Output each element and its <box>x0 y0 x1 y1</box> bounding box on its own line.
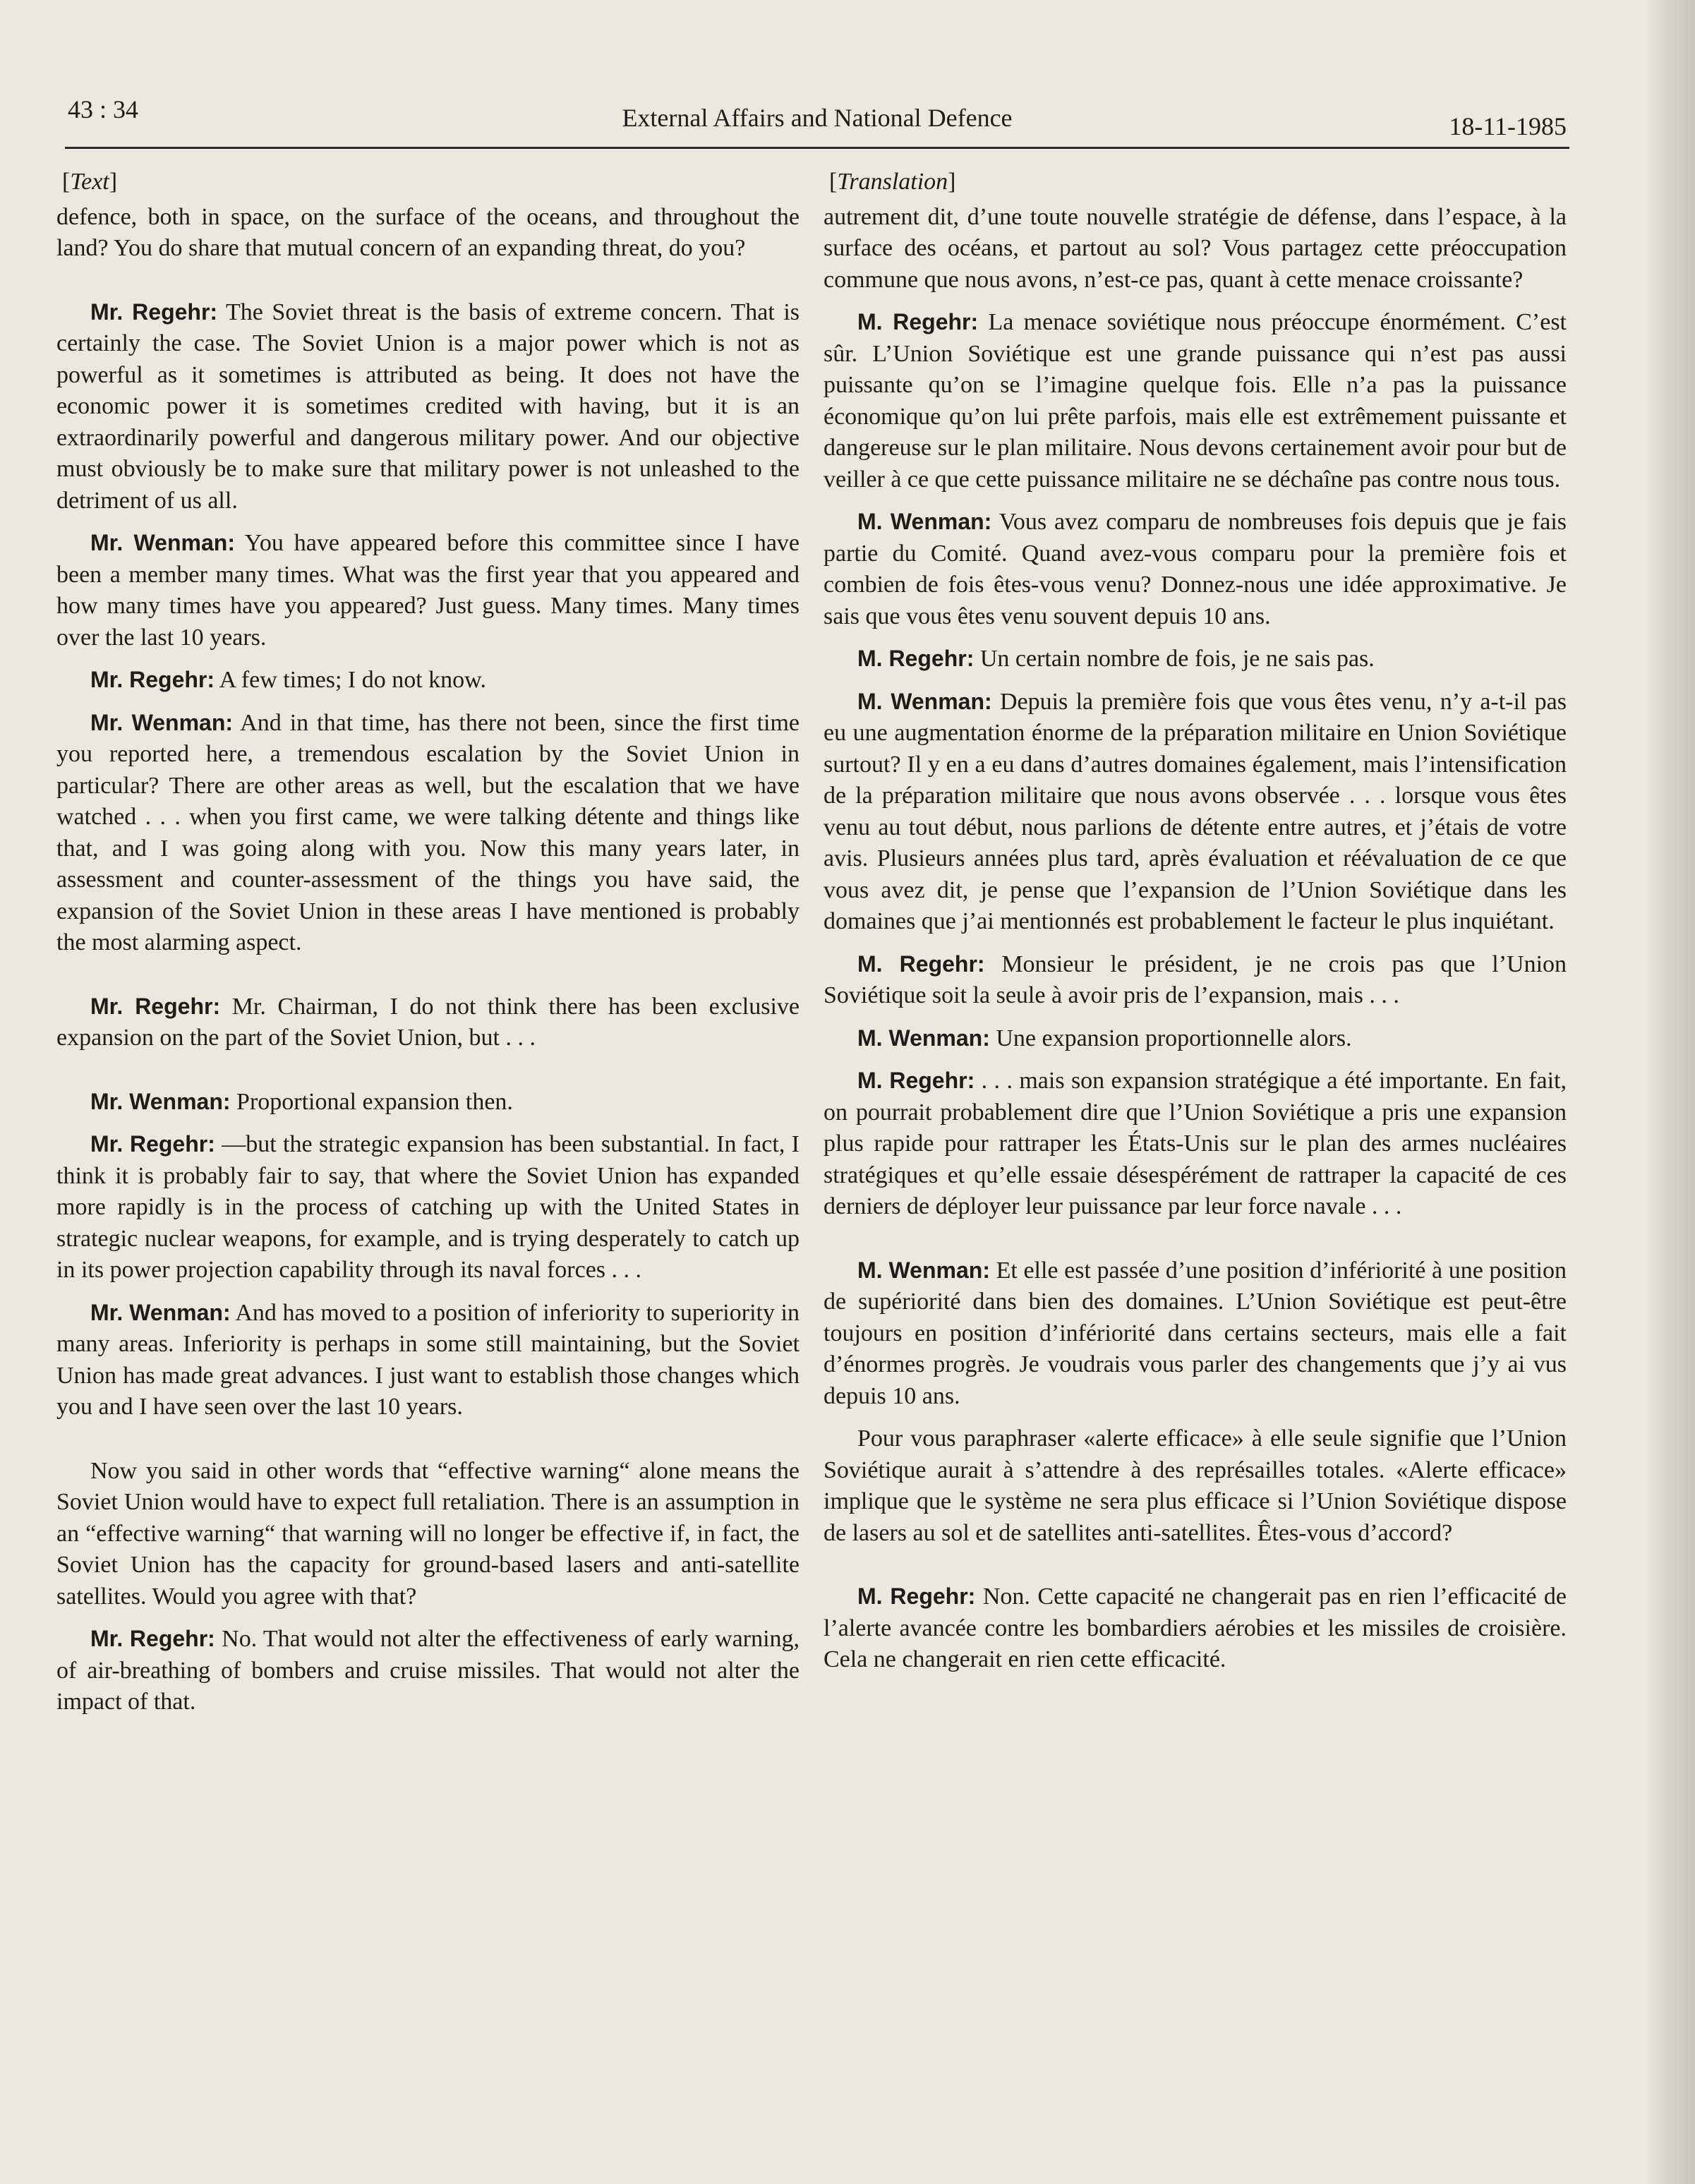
paragraph: M. Regehr: Monsieur le président, je ne crois pas que l’Union Soviétique soit la seule à avoir pris de l’expansion, mais . . . <box>824 951 1567 1008</box>
paragraph: M. Regehr: Un certain nombre de fois, je ne sais pas. <box>857 646 1375 672</box>
paragraph: M. Wenman: Depuis la première fois que vous êtes venu, n’y a-t-il pas eu une augmentation énorme de la préparation militaire en Union Soviétique surtout? Il y en a eu dans d’autres domaines également, mais l’intensification de la préparation militaire que nous avons observée . . . lorsque vous êtes venu au tout début, nous parlions de détente entre autres, et j’étais de votre avis. Plusieurs années plus tard, après évaluation et réévaluation de ce que vous avez dit, je pense que l’expansion de l’Union Soviétique dans les domaines que j’ai mentionnés est probablement le facteur le plus inquiétant. <box>824 688 1567 934</box>
speaker-name: Mr. Wenman: <box>90 1299 231 1325</box>
paragraph: Mr. Wenman: You have appeared before this committee since I have been a member many times. What was the first year that you appeared and how many times have you appeared? Just guess. Many times. Many times over the last 10 years. <box>56 530 800 651</box>
paragraph: Mr. Wenman: And in that time, has there not been, since the first time you reported here, a tremendous escalation by the Soviet Union in particular? There are other areas as well, but the escalation that we have watched . . . when you first came, we were talking détente and things like that, and I was going along with you. Now this many years later, in assessment and counter-assessment of the things you have said, the expansion of the Soviet Union in these areas I have mentioned is probably the most alarming aspect. <box>56 709 800 955</box>
speaker-name: Mr. Regehr: <box>90 1131 215 1157</box>
speaker-name: Mr. Wenman: <box>90 709 234 735</box>
page-gutter-shadow <box>1646 0 1695 2184</box>
running-title: External Affairs and National Defence <box>622 104 1013 132</box>
paragraph: M. Regehr: La menace soviétique nous préoccupe énormément. C’est sûr. L’Union Soviétique est une grande puissance qui n’est pas aussi puissante qu’on se l’imagine quelque fois. Elle n’a pas la puissance économique qu’on lui prête parfois, mais elle est extrêmement puissante et dangereuse sur le plan militaire. Nous devons certainement avoir pour but de veiller à ce que cette puissance militaire ne se déchaîne pas contre nous tous. <box>824 309 1567 493</box>
speaker-name: Mr. Regehr: <box>90 993 221 1019</box>
header-date: 18-11-1985 <box>1449 112 1567 140</box>
page-number: 43 : 34 <box>68 95 139 123</box>
paragraph: Mr. Regehr: —but the strategic expansion has been substantial. In fact, I think it is probably fair to say, that where the Soviet Union has expanded more rapidly is in the process of catching up with the United States in strategic nuclear weapons, for example, and is trying desperately to catch up in its power projection capability through its naval forces . . . <box>56 1131 800 1283</box>
paragraph: Mr. Regehr: Mr. Chairman, I do not think there has been exclusive expansion on the part of the Soviet Union, but . . . <box>56 993 800 1051</box>
paragraph: Pour vous paraphraser «alerte efficace» à elle seule signifie que l’Union Soviétique aurait à s’attendre à des représailles totales. «Alerte efficace» implique que le système ne sera plus efficace si l’Union Soviétique dispose de lasers au sol et de satellites anti-satellites. Êtes-vous d’accord? <box>824 1425 1567 1546</box>
speaker-name: M. Wenman: <box>857 1257 990 1283</box>
paragraph: Now you said in other words that “effective warning“ alone means the Soviet Union would have to expect full retaliation. There is an assumption in an “effective warning“ that warning will no longer be effective if, in fact, the Soviet Union has the capacity for ground-based lasers and anti-satellite satellites. Would you agree with that? <box>56 1457 800 1610</box>
speaker-name: M. Wenman: <box>857 1025 990 1051</box>
paragraph: Mr. Regehr: A few times; I do not know. <box>90 667 487 693</box>
right-column <box>824 164 1567 2041</box>
paragraph: Mr. Regehr: No. That would not alter the effectiveness of early warning, of air-breathing of bombers and cruise missiles. That would not alter the impact of that. <box>56 1626 800 1715</box>
column-label: [Text] <box>62 169 118 195</box>
paragraph: Mr. Regehr: The Soviet threat is the basis of extreme concern. That is certainly the case. The Soviet Union is a major power which is not as powerful as it sometimes is attributed as being. It does not have the economic power it is sometimes credited with having, but it is an extraordinarily powerful and dangerous military power. And our objective must obviously be to make sure that military power is not unleashed to the detriment of us all. <box>56 298 800 514</box>
speaker-name: Mr. Regehr: <box>90 667 215 692</box>
paragraph: autrement dit, d’une toute nouvelle stratégie de défense, dans l’espace, à la surface des océans, et partout au sol? Vous partagez cette préoccupation commune que nous avons, n’est-ce pas, quant à cette menace croissante? <box>824 203 1567 293</box>
speaker-name: Mr. Regehr: <box>90 298 218 325</box>
speaker-name: Mr. Wenman: <box>90 530 235 555</box>
speaker-name: M. Wenman: <box>857 509 992 534</box>
speaker-name: M. Regehr: <box>857 1068 975 1093</box>
paragraph: Mr. Wenman: And has moved to a position of inferiority to superiority in many areas. Inferiority is perhaps in some still maintaining, but the Soviet Union has made great advances. I just want to establish those changes which you and I have seen over the last 10 years. <box>56 1299 800 1420</box>
speaker-name: M. Regehr: <box>857 309 979 334</box>
paragraph: M. Regehr: . . . mais son expansion stratégique a été importante. En fait, on pourrait probablement dire que l’Union Soviétique a pris une expansion plus rapide pour rattraper les États-Unis sur le plan des armes nucléaires stratégiques et qu’elle essaie désespérément de rattraper la capacité de ces derniers de déployer leur puissance par leur force navale . . . <box>824 1068 1567 1219</box>
speaker-name: M. Regehr: <box>857 646 975 671</box>
paragraph: M. Wenman: Vous avez comparu de nombreuses fois depuis que je fais partie du Comité. Quand avez-vous comparu pour la première fois et combien de fois êtes-vous venu? Donnez-nous une idée approximative. Je sais que vous êtes venu souvent depuis 10 ans. <box>824 509 1567 629</box>
column-label: [Translation] <box>829 169 956 195</box>
paragraph: Mr. Wenman: Proportional expansion then. <box>90 1088 513 1115</box>
paragraph: M. Wenman: Une expansion proportionnelle alors. <box>857 1025 1352 1051</box>
speaker-name: Mr. Wenman: <box>90 1088 231 1114</box>
speaker-name: M. Regehr: <box>857 951 985 977</box>
speaker-name: M. Wenman: <box>857 688 992 714</box>
page-header <box>65 90 1569 149</box>
speaker-name: M. Regehr: <box>857 1583 976 1609</box>
left-column <box>56 164 800 2041</box>
paragraph: defence, both in space, on the surface of the oceans, and throughout the land? You do share that mutual concern of an expanding threat, do you? <box>56 203 800 261</box>
speaker-name: Mr. Regehr: <box>90 1626 215 1651</box>
paragraph: M. Regehr: Non. Cette capacité ne changerait pas en rien l’efficacité de l’alerte avancée contre les bombardiers aérobies et les missiles de croisière. Cela ne changerait en rien cette efficacité. <box>824 1583 1567 1672</box>
paragraph: M. Wenman: Et elle est passée d’une position d’infériorité à une position de supériorité dans bien des domaines. L’Union Soviétique est peut-être toujours en position d’infériorité dans certains secteurs, mais elle a fait d’énormes progrès. Je voudrais vous parler des changements que j’y ai vus depuis 10 ans. <box>824 1257 1567 1409</box>
